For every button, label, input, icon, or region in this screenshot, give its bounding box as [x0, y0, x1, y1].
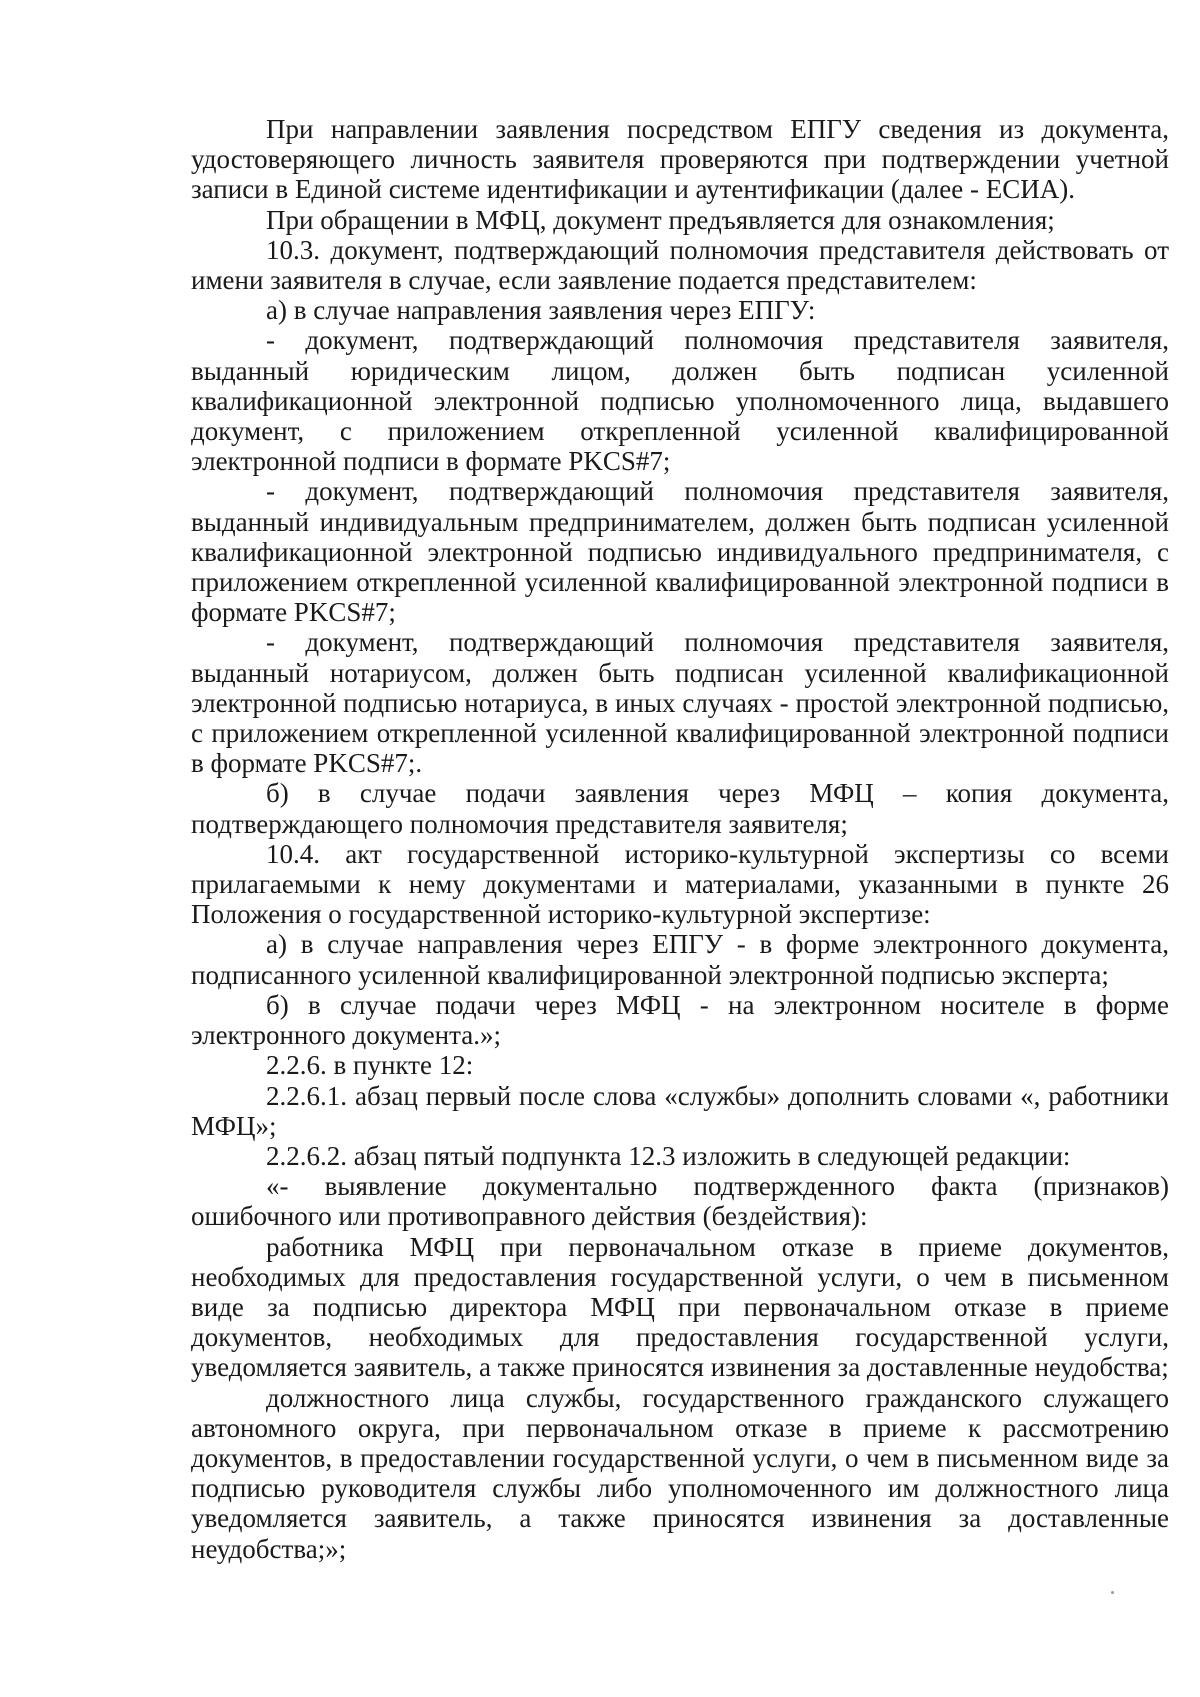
paragraph-mfc-employee-refusal: работника МФЦ при первоначальном отказе в приеме документов, необходимых для предоставления государственной услуги, о чем в письменном виде за подписью директора МФЦ при первоначальном отказе в приеме документов, необходимых для предоставления государственной услуги, уведомляется заявитель, а также приносятся извинения за доставленные неудобства;: [191, 1231, 1169, 1383]
paragraph-10-4-a: а) в случае направления через ЕПГУ - в форме электронного документа, подписанного усиленной квалифицированной электронной подписью эксперта;: [191, 929, 1169, 990]
paragraph-violation-detection: «- выявление документально подтвержденного факта (признаков) ошибочного или противоправного действия (бездействия):: [191, 1171, 1169, 1232]
paragraph-mfc-presentation: При обращении в МФЦ, документ предъявляется для ознакомления;: [266, 204, 1055, 235]
paragraph-official-refusal: должностного лица службы, государственного гражданского служащего автономного округа, при первоначальном отказе в приеме к рассмотрению документов, в предоставлении государственной услуги, о чем в письменном виде за подписью руководителя службы либо уполномоченного им должностного лица уведомляется заявитель, а также приносятся извинения за доставленные неудобства;»;: [191, 1382, 1169, 1564]
paragraph-10-3: 10.3. документ, подтверждающий полномочия представителя действовать от имени заявителя в случае, если заявление подается представителем:: [191, 234, 1169, 296]
paragraph-2-2-6-2: 2.2.6.2. абзац пятый подпункта 12.3 изложить в следующей редакции:: [266, 1140, 1071, 1171]
paragraph-10-3-a: а) в случае направления заявления через ЕПГУ:: [266, 295, 816, 326]
paragraph-epgu-identity-check: При направлении заявления посредством ЕПГУ сведения из документа, удостоверяющего личность заявителя проверяются при подтверждении учетной записи в Единой системе идентификации и аутентификации (далее - ЕСИА).: [191, 114, 1169, 205]
paragraph-2-2-6: 2.2.6. в пункте 12:: [266, 1050, 474, 1081]
paragraph-2-2-6-1: 2.2.6.1. абзац первый после слова «службы» дополнить словами «, работники МФЦ»;: [191, 1080, 1169, 1141]
paragraph-10-3-b: б) в случае подачи заявления через МФЦ – копия документа, подтверждающего полномочия представителя заявителя;: [191, 778, 1169, 839]
document-body: [191, 114, 1169, 1564]
paragraph-notary-signature: - документ, подтверждающий полномочия представителя заявителя, выданный нотариусом, должен быть подписан усиленной квалификационной электронной подписью нотариуса, в иных случаях - простой электронной подписью, с приложением открепленной усиленной квалифицированной электронной подписи в формате PKCS#7;.: [191, 627, 1169, 779]
paragraph-10-4-b: б) в случае подачи через МФЦ - на электронном носителе в форме электронного документа.»;: [191, 989, 1169, 1051]
paragraph-10-4: 10.4. акт государственной историко-культурной экспертизы со всеми прилагаемыми к нему документами и материалами, указанными в пункте 26 Положения о государственной историко-культурной экспертизе:: [191, 838, 1169, 930]
scan-speck: [1111, 1591, 1114, 1594]
paragraph-legal-entity-signature: - документ, подтверждающий полномочия представителя заявителя, выданный юридическим лицом, должен быть подписан усиленной квалификационной электронной подписью уполномоченного лица, выдавшего документ, с приложением открепленной усиленной квалифицированной электронной подписи в формате PKCS#7;: [191, 325, 1169, 477]
paragraph-entrepreneur-signature: - документ, подтверждающий полномочия представителя заявителя, выданный индивидуальным предпринимателем, должен быть подписан усиленной квалификационной электронной подписью индивидуального предпринимателя, с приложением открепленной усиленной квалифицированной электронной подписи в формате PKCS#7;: [191, 476, 1169, 628]
